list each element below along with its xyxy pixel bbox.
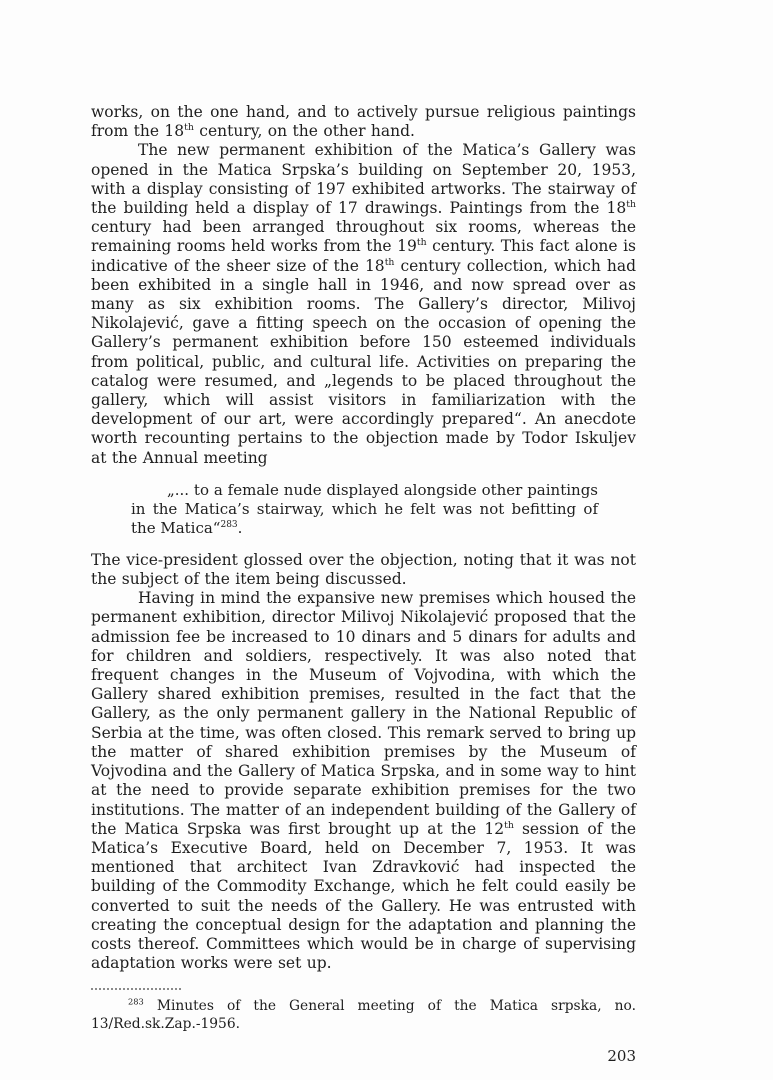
page-number: 203 xyxy=(607,1047,636,1066)
paragraph-new-exhibition: The new permanent exhibition of the Matica’s Gallery was opened in the Matica Srpska’s building on September 20, 1953, with a display consisting of 197 exhibited artworks. The stairway of the building held a display of 17 drawings. Paintings from the 18th century had been arranged throughout six rooms, whereas the remaining rooms held works from the 19th century. This fact alone is indicative of the sheer size of the 18th century collection, which had been exhibited in a single hall in 1946, and now spread over as many as six exhibition rooms. The Gallery’s director, Milivoj Nikolajević, gave a fitting speech on the occasion of opening the Gallery’s permanent exhibition before 150 esteemed individuals from political, public, and cultural life. Activities on preparing the catalog were resumed, and „legends to be placed throughout the gallery, which will assist visitors in familiarization with the development of our art, were accordingly prepared“. An anecdote worth recounting pertains to the objection made by Todor Iskuljev at the Annual meeting xyxy=(91,141,637,467)
footnote-separator xyxy=(91,988,181,990)
text-block xyxy=(91,103,636,1065)
paragraph-continuation: works, on the one hand, and to actively pursue religious paintings from the 18th century, on the other hand. xyxy=(91,103,636,141)
block-quote: „... to a female nude displayed alongside other paintings in the Matica’s stairway, which he felt was not befitting of the Matica“$^{283}$. xyxy=(131,480,598,537)
footnote: $^{283}$ Minutes of the General meeting of the Matica srpska, no. 13/Red.sk.Zap.-1956. xyxy=(91,996,636,1033)
paragraph-vice-president: The vice-president glossed over the objection, noting that it was not the subject of the item being discussed. xyxy=(91,550,636,589)
paragraph-new-premises: Having in mind the expansive new premises which housed the permanent exhibition, director Milivoj Nikolajević proposed that the admission fee be increased to 10 dinars and 5 dinars for adults and for children and soldiers, respectively. It was also noted that frequent changes in the Museum of Vojvodina, with which the Gallery shared exhibition premises, resulted in the fact that the Gallery, as the only permanent gallery in the National Republic of Serbia at the time, was often closed. This remark served to bring up the matter of shared exhibition premises by the Museum of Vojvodina and the Gallery of Matica Srpska, and in some way to hint at the need to provide separate exhibition premises for the two institutions. The matter of an independent building of the Gallery of the Matica Srpska was first brought up at the 12th session of the Matica’s Executive Board, held on December 7, 1953. It was mentioned that architect Ivan Zdravković had inspected the building of the Commodity Exchange, which he felt could easily be converted to suit the needs of the Gallery. He was entrusted with creating the conceptual design for the adaptation and planning the costs thereof. Committees which would be in charge of supervising adaptation works were set up. xyxy=(91,589,636,973)
